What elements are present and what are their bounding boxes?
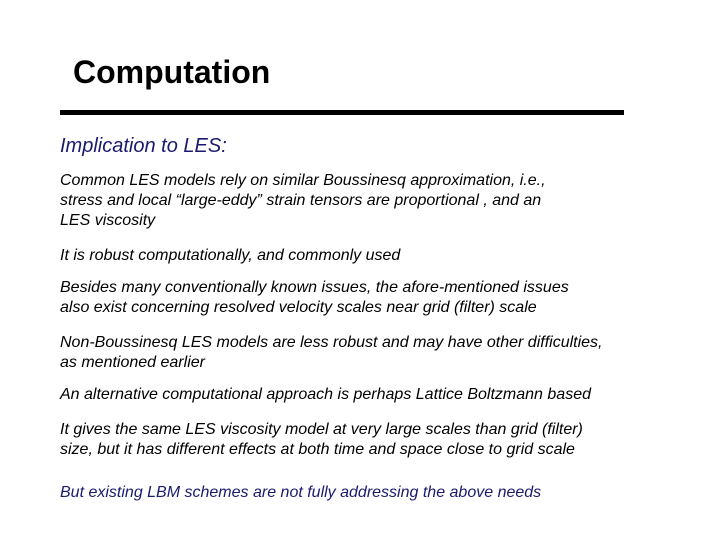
paragraph-line: An alternative computational approach is perhaps Lattice Boltzmann based: [60, 386, 591, 403]
paragraph-line: It gives the same LES viscosity model at very large scales than grid (filter): [60, 421, 583, 438]
paragraph-robust: [60, 246, 700, 266]
slide-title: Computation: [73, 54, 271, 90]
paragraph-lbm-schemes: [60, 483, 700, 503]
paragraph-line: Common LES models rely on similar Boussinesq approximation, i.e.,: [60, 172, 546, 189]
paragraph-line: also exist concerning resolved velocity scales near grid (filter) scale: [60, 299, 537, 316]
title-underline: [60, 110, 624, 115]
paragraph-line: It is robust computationally, and commonly used: [60, 247, 401, 264]
paragraph-issues: [60, 278, 700, 318]
slide-subtitle: Implication to LES:: [60, 135, 227, 157]
paragraph-line: as mentioned earlier: [60, 354, 205, 371]
paragraph-line: size, but it has different effects at both time and space close to grid scale: [60, 441, 575, 458]
paragraph-line: LES viscosity: [60, 212, 156, 229]
paragraph-non-boussinesq: [60, 333, 700, 373]
paragraph-line: Non-Boussinesq LES models are less robust and may have other difficulties,: [60, 334, 603, 351]
paragraph-lattice-boltzmann: [60, 385, 700, 405]
paragraph-line: Besides many conventionally known issues, the afore-mentioned issues: [60, 279, 569, 296]
paragraph-viscosity-model: [60, 420, 700, 460]
paragraph-line: stress and local “large-eddy” strain tensors are proportional , and an: [60, 192, 542, 209]
paragraph-line: But existing LBM schemes are not fully addressing the above needs: [60, 484, 542, 501]
paragraph-boussinesq: [60, 171, 700, 231]
